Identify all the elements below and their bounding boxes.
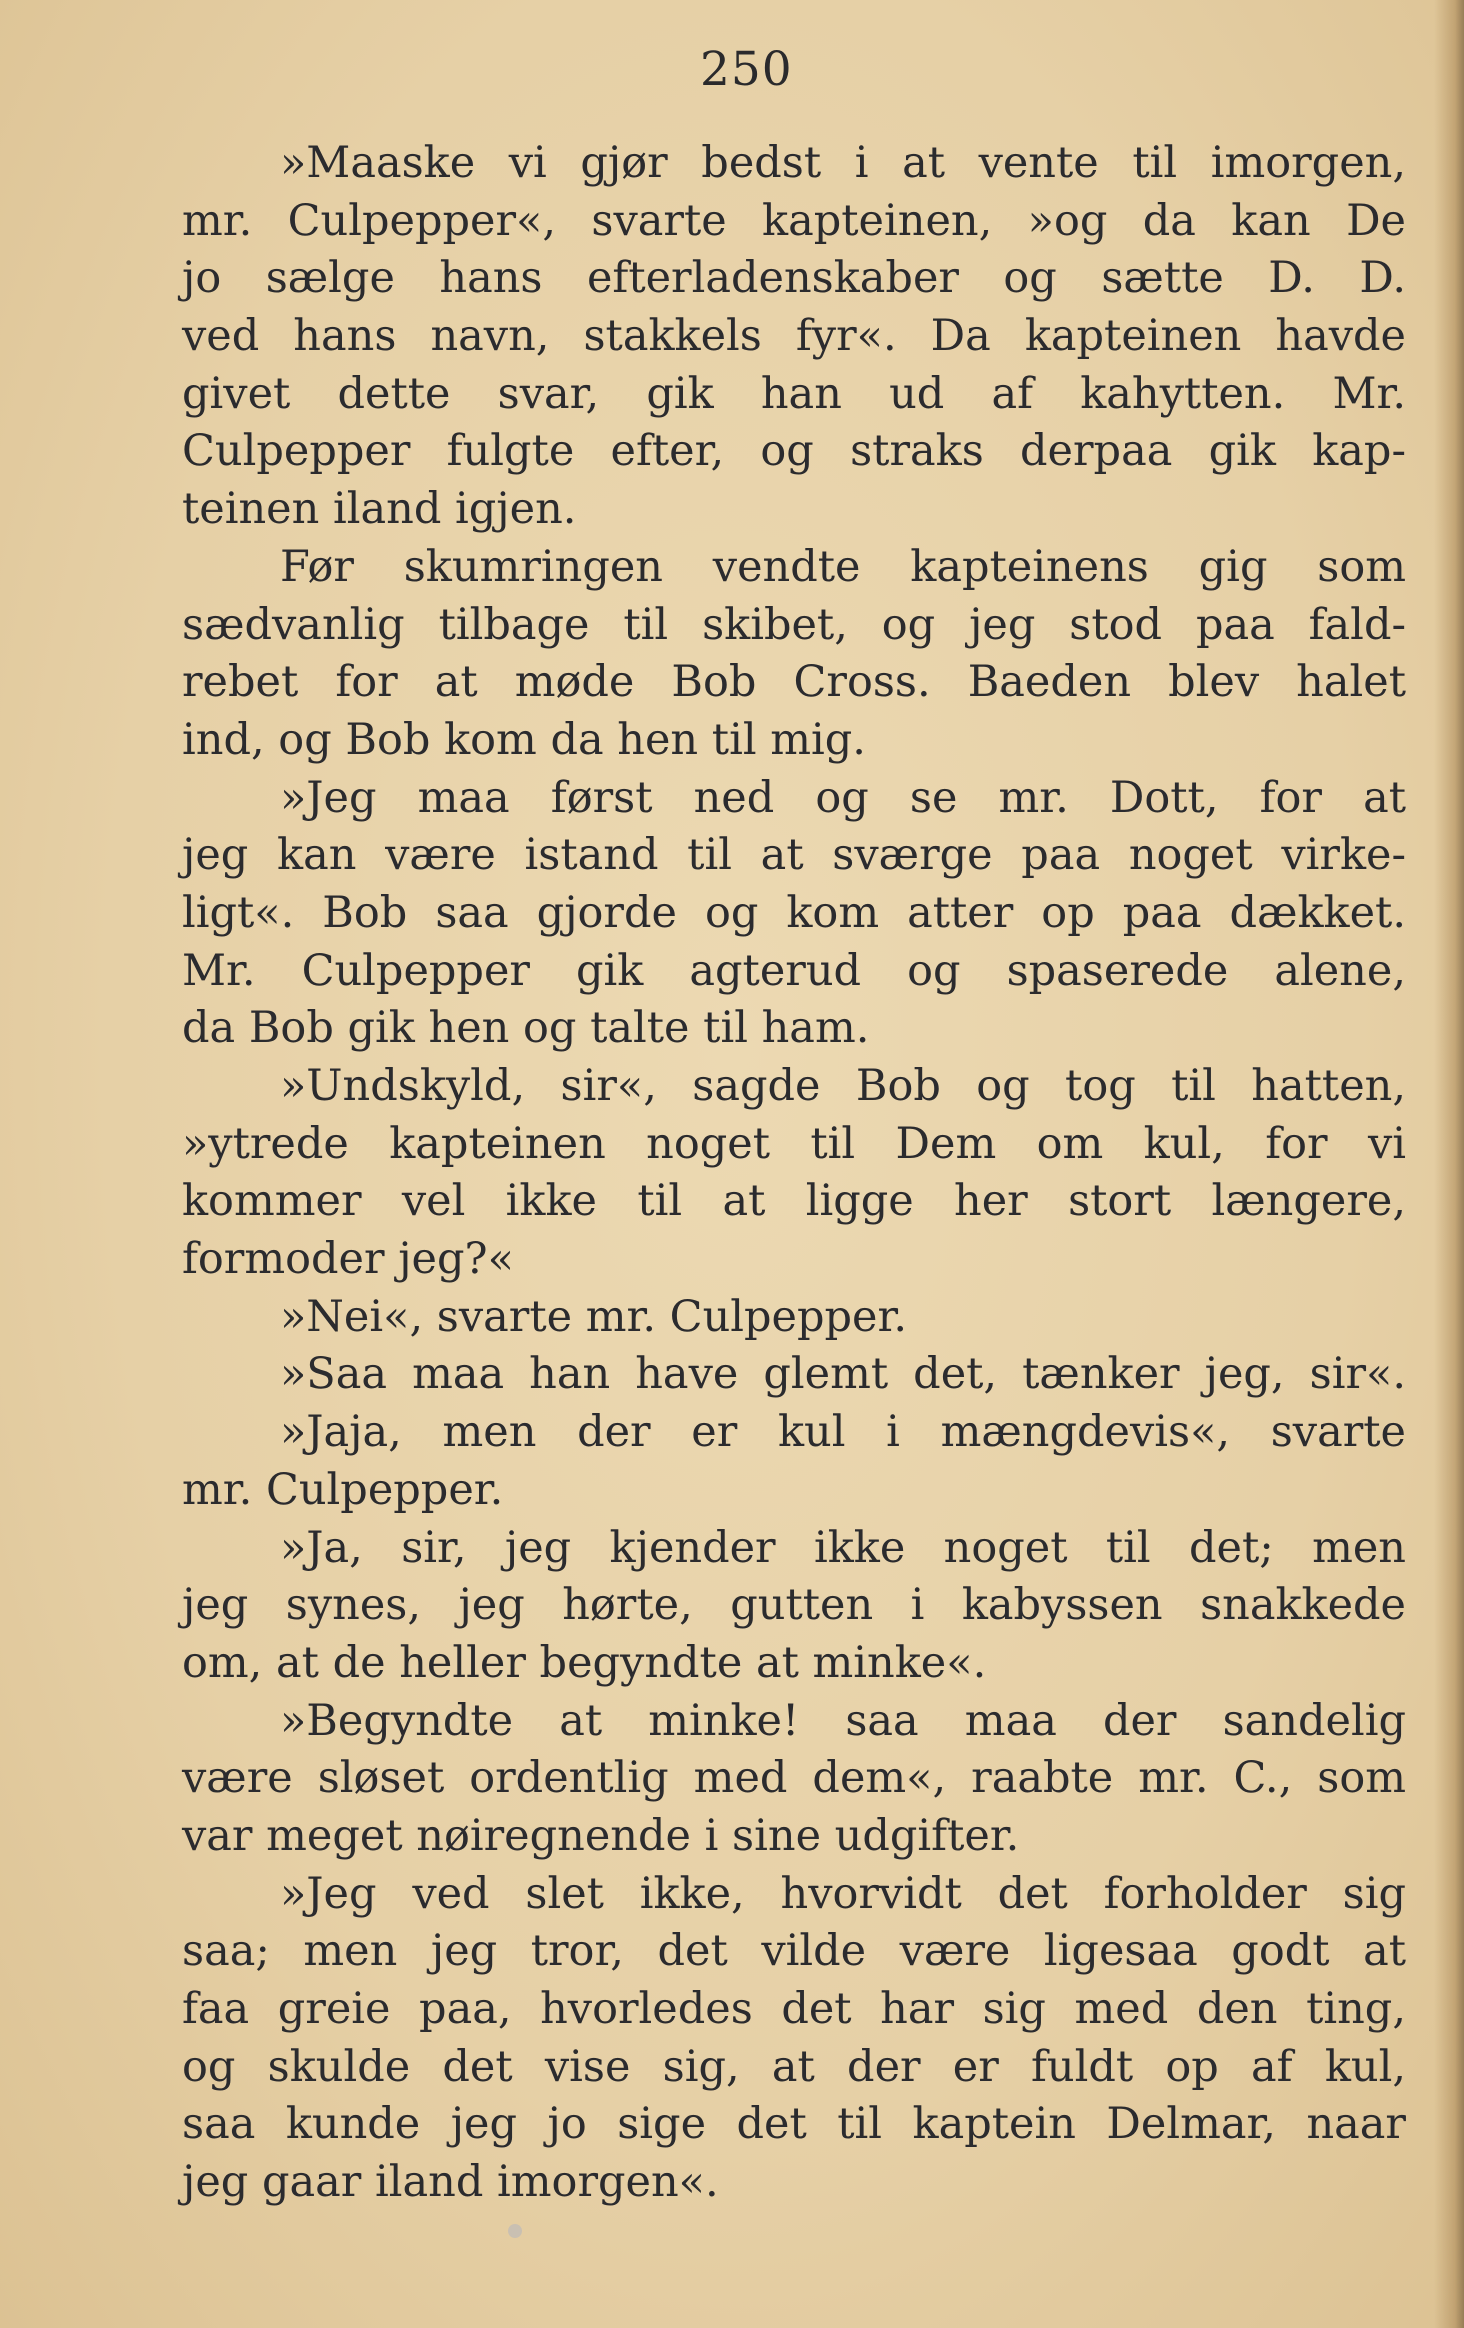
text-line: faa greie paa, hvorledes det har sig med den ting, xyxy=(182,1984,1406,2034)
text-line: »Ja, sir, jeg kjender ikke noget til det; men xyxy=(280,1522,1406,1573)
page-edge-shadow xyxy=(1434,0,1464,2328)
text-line: Culpepper fulgte efter, og straks derpaa gik kap- xyxy=(182,426,1406,477)
text-line: »Jeg maa først ned og se mr. Dott, for at xyxy=(280,772,1406,823)
text-line: kommer vel ikke til at ligge her stort længere, xyxy=(182,1176,1406,1227)
text-line: Mr. Culpepper gik agterud og spaserede alene, xyxy=(182,945,1406,996)
text-line: »Maaske vi gjør bedst i at vente til imorgen, xyxy=(280,138,1406,188)
text-line: ved hans navn, stakkels fyr«. Da kapteinen havde xyxy=(182,311,1406,362)
text-line: jo sælge hans efterladenskaber og sætte D. D. xyxy=(182,253,1406,304)
text-line: jeg synes, jeg hørte, gutten i kabyssen snakkede xyxy=(182,1580,1406,1631)
text-line: »Undskyld, sir«, sagde Bob og tog til hatten, xyxy=(280,1061,1406,1111)
text-line: formoder jeg?« xyxy=(182,1234,514,1285)
text-line: ligt«. Bob saa gjorde og kom atter op paa dækket. xyxy=(182,887,1406,938)
text-line: om, at de heller begyndte at minke«. xyxy=(182,1637,987,1688)
text-line: teinen iland igjen. xyxy=(182,484,577,535)
text-line: »ytrede kapteinen noget til Dem om kul, for vi xyxy=(182,1118,1406,1169)
text-line: var meget nøiregnende i sine udgifter. xyxy=(182,1810,1020,1861)
text-line: mr. Culpepper. xyxy=(182,1464,504,1515)
text-line: givet dette svar, gik han ud af kahytten. Mr. xyxy=(182,368,1406,419)
text-line: »Jaja, men der er kul i mængdevis«, svarte xyxy=(280,1407,1406,1458)
text-line: saa; men jeg tror, det vilde være ligesaa godt at xyxy=(182,1926,1406,1977)
text-line: »Jeg ved slet ikke, hvorvidt det forholder sig xyxy=(280,1868,1406,1919)
page-number: 250 xyxy=(700,42,793,97)
body-text xyxy=(182,135,1406,2212)
paper-spot xyxy=(508,2224,522,2238)
text-line: være sløset ordentlig med dem«, raabte mr. C., som xyxy=(182,1753,1406,1804)
text-line: mr. Culpepper«, svarte kapteinen, »og da kan De xyxy=(182,195,1406,246)
text-line: ind, og Bob kom da hen til mig. xyxy=(182,714,866,765)
text-line: rebet for at møde Bob Cross. Baeden blev halet xyxy=(182,657,1406,708)
text-line: jeg gaar iland imorgen«. xyxy=(182,2157,719,2208)
text-line: og skulde det vise sig, at der er fuldt op af kul, xyxy=(182,2041,1406,2092)
text-line: Før skumringen vendte kapteinens gig som xyxy=(280,541,1406,592)
text-line: saa kunde jeg jo sige det til kaptein Delmar, naar xyxy=(182,2099,1406,2150)
text-line: da Bob gik hen og talte til ham. xyxy=(182,1003,870,1054)
text-line: jeg kan være istand til at sværge paa noget virke- xyxy=(182,830,1406,881)
text-line: »Saa maa han have glemt det, tænker jeg, sir«. xyxy=(280,1349,1406,1400)
text-line: »Nei«, svarte mr. Culpepper. xyxy=(280,1291,907,1342)
text-line: »Begyndte at minke! saa maa der sandelig xyxy=(280,1695,1406,1746)
text-line: sædvanlig tilbage til skibet, og jeg stod paa fald- xyxy=(182,599,1406,650)
